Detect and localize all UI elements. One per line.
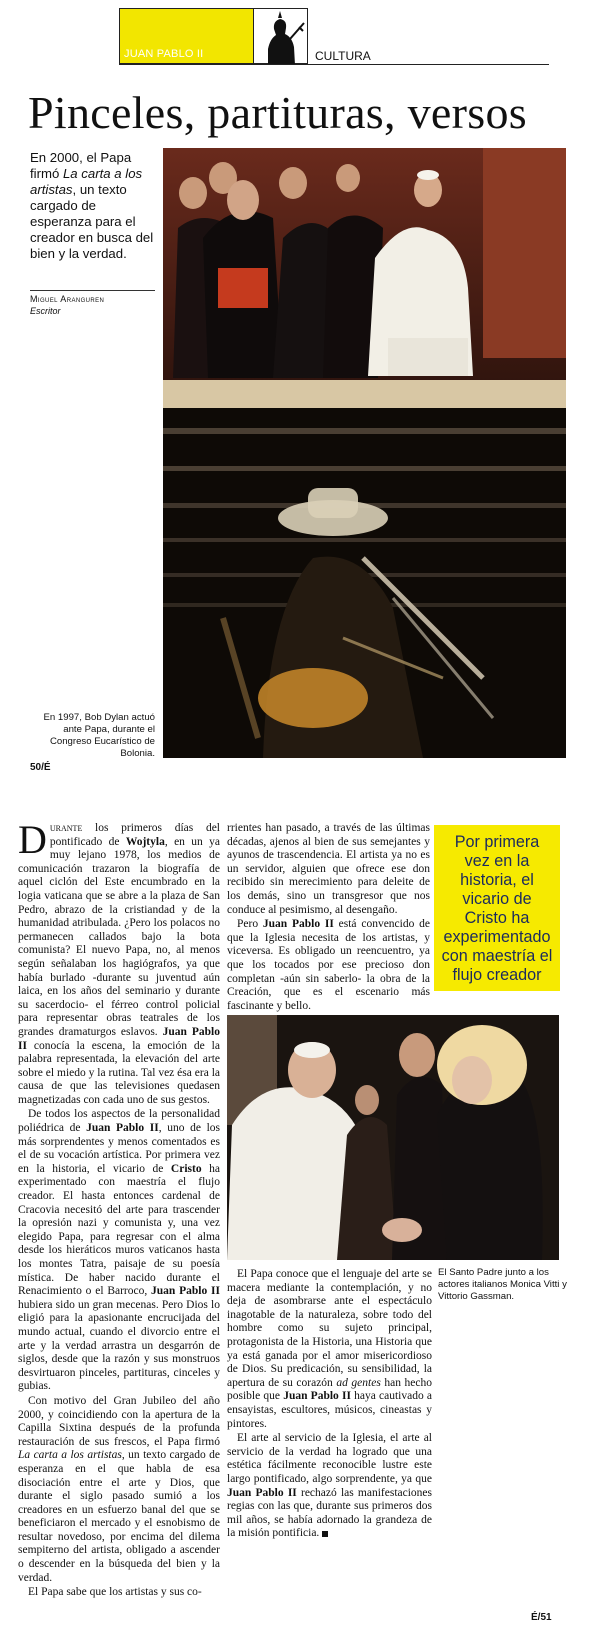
paragraph: rrientes han pasado, a través de las últimas décadas, ajenos al bien de sus semejantes y ayunos de trascendencia. El artista ya no es un servidor, alguien que ofrece ese don recibido sin merecimiento para deleite de los demás, sino un transgresor que nos conduce al pesimismo, al desengaño. (227, 822, 430, 916)
paragraph: Durante los primeros días del pontificado de Wojtyla, en un ya muy lejano 1978, los medios de comunicación trazaron la biografía de aquel ciclón del Este encumbrado en la logia vaticana que se abre a la plaza de San Pedro, abrazo de la cristiandad y de la humanidad atribulada. ¿Pero los polacos no permanecen callados bajo la bota comunista? El nuevo Papa, no, al menos según señalaban los hagiógrafos, ya que había burlado -durante su juventud aún laica, en los años del seminario y durante su sacerdocio- el férreo control policial para representar obras teatrales de los grandes dramaturgos eslavos. Juan Pablo II conocía la escena, la emoción de la palabra representada, la elevación del arte sobre el miedo y la rutina. Tal vez ésa era la causa de que las televisiones quedasen magnetizadas con cada uno de sus gestos. (18, 817, 220, 1106)
paragraph: El Papa conoce que el lenguaje del arte se macera mediante la contemplación, y no deja de asombrarse ante el espectáculo inagotable de la naturaleza, sobre todo del hombre como su sujeto principal, protagonista de la Historia, una Historia que ya está ganada por el amor misericordioso de Dios. Su predicación, su sensibilidad, la apertura de su corazón ad gentes han hecho posible que Juan Pablo II haya cautivado a ensayistas, escultores, músicos, cineastas y pintores. (227, 1268, 433, 1430)
paragraph: De todos los aspectos de la personalidad poliédrica de Juan Pablo II, uno de los más sorprendentes y menos comentados es el de su vocación artística. Por primera vez en la historia, el vicario de Cristo ha experimentado con maestría el flujo creador. El hasta entonces cardenal de Cracovia necesitó del arte para trascender la opresión nazi y comunista y, una vez elegido Papa, para regresar con el alma desde los hieráticos muros vaticanos hasta los montes Tatra, paisaje de su poesía mística. De haber nacido durante el Renacimiento o el Barroco, Juan Pablo II hubiera sido un gran mecenas. Pero Dios lo eligió para la apasionante encrucijada del mundo actual, cuando el divorcio entre el arte y la verdad arrastra un desgarrón de siglos, desde que la razón y sus monstruos desvirtuaron pinceles, partituras, cinceles y gubias. (18, 1108, 221, 1393)
pull-quote: Por primera vez en la historia, el vicario de Cristo ha experimentado con maestría el flujo creador (434, 825, 560, 991)
body-column-2 (227, 822, 430, 1014)
paragraph: El arte al servicio de la Iglesia, el arte al servicio de la verdad ha logrado que una estética fácilmente reconocible lustre este largo pontificado, algo sorprendente, ya que Juan Pablo II rechazó las manifestaciones regias con las que, durante sus primeros dos mil años, se había adornado la grandeza de la misión pontificia. (227, 1432, 433, 1540)
pope-silhouette-icon (254, 8, 308, 64)
lede: En 2000, el Papa firmó La carta a los artistas, un texto cargado de esperanza para el creador en busca del bien y la verdad. (30, 150, 154, 261)
section-label: JUAN PABLO II (124, 48, 204, 60)
body-column-3 (227, 1268, 432, 1542)
drop-cap: D (18, 817, 47, 862)
paragraph: El Papa sabe que los artistas y sus co- (28, 1586, 202, 1599)
end-mark-icon (322, 1531, 328, 1537)
page-number-left: 50/É (30, 762, 51, 773)
category-label: CULTURA (315, 49, 371, 63)
byline-rule (30, 290, 155, 291)
page-number-right: É/51 (531, 1612, 552, 1623)
photo-pope-cardinals (163, 148, 566, 408)
author-name: Miguel Aranguren (30, 294, 105, 304)
author-role: Escritor (30, 306, 61, 316)
paragraph: Con motivo del Gran Jubileo del año 2000, y coincidiendo con la apertura de la Capilla Sixtina después de la profunda restauración de sus frescos, el Papa firmó La carta a los artistas, un texto cargado de esperanza en el que habla de esa disociación entre el arte y Dios, que durante el siglo pasado sumió a los creadores en un esfuerzo banal del que se beneficiaron el mercado y el esnobismo de resultar novedoso, por encima del dilema sempiterno del artista, obligado a ascender o descender en la búsqueda del bien y la verdad. (18, 1394, 220, 1584)
photo-bob-dylan (163, 408, 566, 758)
caption-dylan: En 1997, Bob Dylan actuó ante Papa, durante el Congreso Eucarístico de Bolonia. (43, 712, 155, 759)
paragraph: Pero Juan Pablo II está convencido de que la Iglesia necesita de los artistas, y viceversa. Es obligado un reencuentro, ya que los tocados por ese precioso don completan -aún sin saberlo- la obra de la Creación, que es el escenario más fascinante y bello. (227, 918, 430, 1012)
header-rule (119, 64, 549, 65)
caption-actors: El Santo Padre junto a los actores italianos Monica Vitti y Vittorio Gassman. (438, 1267, 567, 1302)
section-tag-box (119, 8, 254, 64)
body-column-1 (18, 817, 221, 1601)
photo-pope-actors (227, 1015, 559, 1260)
section-header (119, 8, 549, 66)
headline: Pinceles, partituras, versos (28, 87, 527, 138)
